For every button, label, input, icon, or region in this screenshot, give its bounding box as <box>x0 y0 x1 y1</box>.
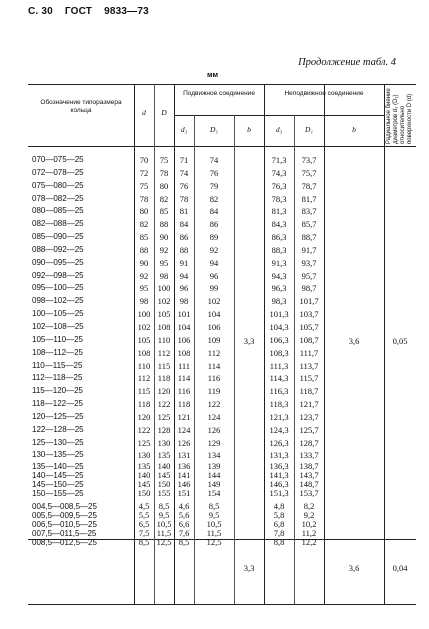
table-row <box>28 180 416 193</box>
cell-d3-fixed: 111,3 <box>269 360 289 371</box>
cell-d3-fixed: 81,3 <box>271 206 287 217</box>
cell-D: 118 <box>157 373 171 384</box>
header-b-movable: b <box>247 125 251 134</box>
cell-D1-fixed: 73,7 <box>301 155 317 165</box>
cell-D: 130 <box>157 437 171 448</box>
cell-designation: 105—110—25 <box>32 334 83 344</box>
cell-D1-fixed: 8,2 <box>303 501 315 512</box>
cell-D1-movable: 8,5 <box>208 501 220 512</box>
table-row <box>28 449 416 462</box>
cell-D1-fixed: 111,7 <box>299 347 319 358</box>
cell-d3-fixed: 6,8 <box>273 519 285 530</box>
table-row <box>28 244 416 257</box>
cell-d3-movable: 106 <box>177 334 191 345</box>
table-row <box>28 529 416 538</box>
cell-d: 85 <box>139 232 149 243</box>
cell-designation: 095—100—25 <box>32 283 84 293</box>
cell-d3-movable: 101 <box>177 309 191 320</box>
header-D: D <box>161 108 167 117</box>
cell-designation: 070—075—25 <box>32 155 84 164</box>
cell-d3-fixed: 76,3 <box>271 180 287 191</box>
cell-D1-fixed: 121,7 <box>299 399 319 410</box>
cell-d: 5,5 <box>138 510 150 521</box>
cell-designation: 006,5—010,5—25 <box>32 520 97 530</box>
cell-d3-movable: 131 <box>177 450 191 461</box>
cell-d: 75 <box>139 180 149 191</box>
cell-D: 125 <box>157 411 171 422</box>
page-header <box>28 6 158 17</box>
cell-D: 11,5 <box>156 528 172 539</box>
cell-d: 8,5 <box>138 537 150 548</box>
cell-d: 88 <box>139 244 149 255</box>
cell-D1-movable: 84 <box>209 206 219 217</box>
cell-d: 145 <box>137 479 151 490</box>
cell-d3-fixed: 141,3 <box>269 470 289 481</box>
table-row <box>28 520 416 529</box>
cell-D1-movable: 10,5 <box>206 519 222 530</box>
cell-d: 72 <box>139 167 149 178</box>
header-designation: Обозначение типоразмера кольца <box>40 99 122 114</box>
table-row <box>28 205 416 218</box>
cell-d3-fixed: 88,3 <box>271 244 287 255</box>
cell-d3-movable: 96 <box>179 283 189 294</box>
cell-d3-movable: 141 <box>177 470 191 481</box>
cell-D: 105 <box>157 309 171 320</box>
b-fixed-block2: 3,6 <box>348 563 360 573</box>
cell-d: 98 <box>139 296 149 307</box>
cell-D: 128 <box>157 424 171 435</box>
cell-designation: 125—130—25 <box>32 437 84 447</box>
cell-D1-movable: 144 <box>207 470 221 481</box>
cell-d: 90 <box>139 257 149 268</box>
cell-D: 10,5 <box>156 519 172 530</box>
cell-D1-fixed: 138,7 <box>299 461 319 472</box>
cell-D1-fixed: 9,2 <box>303 510 315 521</box>
cell-d3-movable: 121 <box>177 411 191 422</box>
cell-D1-fixed: 118,7 <box>299 386 319 397</box>
cell-D1-movable: 154 <box>207 488 221 499</box>
cell-d: 95 <box>139 283 149 294</box>
cell-d3-fixed: 74,3 <box>271 167 287 178</box>
cell-D1-movable: 112 <box>207 347 221 358</box>
cell-D1-movable: 124 <box>207 411 221 422</box>
cell-d3-fixed: 116,3 <box>269 386 289 397</box>
table-row <box>28 270 416 283</box>
cell-designation: 145—150—25 <box>32 480 84 490</box>
table-row <box>28 538 416 547</box>
cell-D1-fixed: 91,7 <box>301 244 317 255</box>
cell-d3-fixed: 126,3 <box>269 437 289 448</box>
table-row <box>28 462 416 471</box>
cell-d3-fixed: 101,3 <box>269 309 289 320</box>
cell-D1-fixed: 105,7 <box>299 321 319 332</box>
unit-label: мм <box>207 70 219 79</box>
cell-designation: 130—135—25 <box>32 450 84 460</box>
cell-d3-fixed: 106,3 <box>269 334 289 345</box>
cell-d3-fixed: 98,3 <box>271 296 287 307</box>
cell-D: 95 <box>159 257 169 268</box>
cell-d: 108 <box>137 347 151 358</box>
cell-D1-movable: 82 <box>209 193 219 204</box>
cell-d: 122 <box>137 424 151 435</box>
cell-D1-fixed: 81,7 <box>301 193 317 204</box>
cell-d3-movable: 136 <box>177 461 191 472</box>
cell-d: 118 <box>137 399 151 410</box>
table-row <box>28 218 416 231</box>
cell-designation: 072—078—25 <box>32 167 84 177</box>
cell-D1-movable: 99 <box>209 283 219 294</box>
cell-designation: 108—112—25 <box>32 347 83 357</box>
cell-D: 108 <box>157 321 171 332</box>
page-number: С. 30 <box>28 6 53 17</box>
runout-block2: 0,04 <box>392 563 408 573</box>
cell-D1-fixed: 115,7 <box>299 373 319 384</box>
cell-D1-movable: 104 <box>207 309 221 320</box>
cell-D1-movable: 11,5 <box>206 528 222 539</box>
table-row <box>28 282 416 295</box>
cell-designation: 008,5—012,5—25 <box>32 538 97 548</box>
cell-D1-fixed: 78,7 <box>301 180 317 191</box>
cell-designation: 150—155—25 <box>32 489 84 499</box>
header-runout: Радиальное биение диаметров d₃ (D₁) относительно поверхности D (d) <box>386 88 413 144</box>
cell-D: 110 <box>157 334 171 345</box>
cell-D1-fixed: 95,7 <box>301 270 317 281</box>
cell-d3-movable: 86 <box>179 232 189 243</box>
cell-designation: 115—120—25 <box>32 386 83 396</box>
cell-d3-movable: 116 <box>177 386 191 397</box>
table-row <box>28 295 416 308</box>
cell-D1-fixed: 101,7 <box>299 296 319 307</box>
cell-D: 8,5 <box>158 501 170 512</box>
cell-d3-fixed: 96,3 <box>271 283 287 294</box>
continuation-caption: Продолжение табл. 4 <box>298 57 396 68</box>
cell-d: 140 <box>137 470 151 481</box>
table-row <box>28 372 416 385</box>
cell-d3-fixed: 108,3 <box>269 347 289 358</box>
cell-D: 135 <box>157 450 171 461</box>
header-d: d <box>142 108 146 117</box>
cell-d: 150 <box>137 488 151 499</box>
cell-d3-fixed: 146,3 <box>269 479 289 490</box>
cell-d3-fixed: 5,8 <box>273 510 285 521</box>
cell-d3-movable: 5,6 <box>178 510 190 521</box>
cell-designation: 098—102—25 <box>32 296 84 306</box>
cell-d3-fixed: 78,3 <box>271 193 287 204</box>
cell-D1-fixed: 83,7 <box>301 206 317 217</box>
cell-d3-fixed: 114,3 <box>269 373 289 384</box>
cell-d3-movable: 88 <box>179 244 189 255</box>
cell-d3-movable: 151 <box>177 488 191 499</box>
cell-d3-movable: 71 <box>179 155 189 165</box>
cell-d3-fixed: 121,3 <box>269 411 289 422</box>
cell-d: 102 <box>137 321 151 332</box>
cell-designation: 004,5—008,5—25 <box>32 502 97 512</box>
cell-D1-movable: 139 <box>207 461 221 472</box>
cell-designation: 122—128—25 <box>32 424 84 434</box>
cell-designation: 007,5—011,5—25 <box>32 529 97 539</box>
cell-D1-fixed: 93,7 <box>301 257 317 268</box>
cell-D: 122 <box>157 399 171 410</box>
cell-D1-fixed: 113,7 <box>299 360 319 371</box>
b-movable-block1: 3,3 <box>243 336 255 346</box>
cell-designation: 090—095—25 <box>32 257 84 267</box>
b-movable-block2: 3,3 <box>243 563 255 573</box>
cell-D1-fixed: 143,7 <box>299 470 319 481</box>
cell-D: 98 <box>159 270 169 281</box>
cell-d3-movable: 126 <box>177 437 191 448</box>
cell-D1-fixed: 128,7 <box>299 437 319 448</box>
cell-designation: 102—108—25 <box>32 321 84 331</box>
cell-d: 7,5 <box>138 528 150 539</box>
cell-D1-fixed: 10,2 <box>301 519 317 530</box>
cell-D1-fixed: 11,2 <box>301 528 317 539</box>
cell-d: 110 <box>137 360 151 371</box>
cell-D1-movable: 119 <box>207 386 221 397</box>
standard-label: ГОСТ <box>64 6 93 17</box>
cell-d3-fixed: 124,3 <box>269 424 289 435</box>
cell-d: 130 <box>137 450 151 461</box>
cell-D1-fixed: 133,7 <box>299 450 319 461</box>
cell-D1-fixed: 148,7 <box>299 479 319 490</box>
cell-designation: 118—122—25 <box>32 399 83 409</box>
cell-D1-movable: 96 <box>209 270 219 281</box>
cell-d3-fixed: 7,8 <box>273 528 285 539</box>
cell-designation: 135—140—25 <box>32 462 84 472</box>
cell-D: 100 <box>157 283 171 294</box>
table-row <box>28 193 416 206</box>
cell-d: 105 <box>137 334 151 345</box>
dimensions-table <box>28 84 416 604</box>
cell-D: 120 <box>157 386 171 397</box>
cell-d3-fixed: 8,8 <box>273 537 285 548</box>
cell-D: 85 <box>159 206 169 217</box>
cell-d3-fixed: 91,3 <box>271 257 287 268</box>
cell-D1-fixed: 125,7 <box>299 424 319 435</box>
cell-designation: 078—082—25 <box>32 193 84 203</box>
cell-d3-fixed: 86,3 <box>271 232 287 243</box>
cell-D1-movable: 12,5 <box>206 537 222 548</box>
cell-D1-movable: 109 <box>207 334 221 345</box>
cell-d3-movable: 7,6 <box>178 528 190 539</box>
cell-d3-fixed: 118,3 <box>269 399 289 410</box>
cell-designation: 112—118—25 <box>32 373 83 383</box>
cell-D1-movable: 79 <box>209 180 219 191</box>
cell-d3-fixed: 94,3 <box>271 270 287 281</box>
cell-D1-fixed: 153,7 <box>299 488 319 499</box>
cell-D: 75 <box>159 155 169 165</box>
cell-D1-movable: 9,5 <box>208 510 220 521</box>
cell-D: 88 <box>159 219 169 230</box>
cell-d3-fixed: 71,3 <box>271 155 287 165</box>
cell-D: 92 <box>159 244 169 255</box>
table-row <box>28 424 416 437</box>
b-fixed-block1: 3,6 <box>348 336 360 346</box>
table-row <box>28 167 416 180</box>
cell-d: 70 <box>139 155 149 165</box>
cell-d: 82 <box>139 219 149 230</box>
cell-d3-movable: 98 <box>179 296 189 307</box>
cell-D: 12,5 <box>156 537 172 548</box>
cell-D1-movable: 134 <box>207 450 221 461</box>
cell-d3-movable: 114 <box>177 373 191 384</box>
cell-d: 78 <box>139 193 149 204</box>
cell-D1-fixed: 85,7 <box>301 219 317 230</box>
cell-D1-movable: 89 <box>209 232 219 243</box>
cell-designation: 088—092—25 <box>32 244 84 254</box>
table-row <box>28 321 416 334</box>
table-row <box>28 480 416 489</box>
cell-d3-movable: 78 <box>179 193 189 204</box>
cell-D: 155 <box>157 488 171 499</box>
header-d3-fixed: d₃ <box>275 125 283 134</box>
cell-designation: 140—145—25 <box>32 471 84 481</box>
cell-D: 78 <box>159 167 169 178</box>
table-row <box>28 308 416 321</box>
header-D1-fixed: D₁ <box>304 125 314 134</box>
header-b-fixed: b <box>352 125 356 134</box>
table-row <box>28 398 416 411</box>
cell-D1-movable: 149 <box>207 479 221 490</box>
cell-d: 120 <box>137 411 151 422</box>
cell-d3-movable: 76 <box>179 180 189 191</box>
cell-d3-movable: 4,6 <box>178 501 190 512</box>
cell-D1-movable: 74 <box>209 155 219 165</box>
cell-d3-fixed: 4,8 <box>273 501 285 512</box>
cell-d3-movable: 91 <box>179 257 189 268</box>
cell-D1-movable: 122 <box>207 399 221 410</box>
table-row <box>28 489 416 498</box>
cell-D1-movable: 76 <box>209 167 219 178</box>
cell-d3-fixed: 84,3 <box>271 219 287 230</box>
cell-D: 82 <box>159 193 169 204</box>
cell-designation: 100—105—25 <box>32 309 84 319</box>
cell-d: 135 <box>137 461 151 472</box>
cell-D: 115 <box>157 360 171 371</box>
cell-D1-fixed: 103,7 <box>299 309 319 320</box>
cell-D1-movable: 106 <box>207 321 221 332</box>
cell-d3-movable: 104 <box>177 321 191 332</box>
cell-D: 102 <box>157 296 171 307</box>
cell-d3-movable: 8,5 <box>178 537 190 548</box>
cell-d: 112 <box>137 373 151 384</box>
cell-D1-fixed: 75,7 <box>301 167 317 178</box>
standard-number: 9833—73 <box>104 6 149 17</box>
cell-d: 92 <box>139 270 149 281</box>
table-row <box>28 502 416 511</box>
cell-D: 140 <box>157 461 171 472</box>
cell-D1-fixed: 98,7 <box>301 283 317 294</box>
cell-d3-movable: 146 <box>177 479 191 490</box>
cell-d3-movable: 111 <box>177 360 191 371</box>
cell-d3-fixed: 151,3 <box>269 488 289 499</box>
cell-d3-movable: 108 <box>177 347 191 358</box>
table-row <box>28 231 416 244</box>
table-row <box>28 471 416 480</box>
cell-D1-fixed: 12,2 <box>301 537 317 548</box>
cell-d: 115 <box>137 386 151 397</box>
cell-D1-fixed: 123,7 <box>299 411 319 422</box>
cell-d3-movable: 84 <box>179 219 189 230</box>
cell-D1-movable: 102 <box>207 296 221 307</box>
cell-d3-movable: 124 <box>177 424 191 435</box>
header-movable: Подвижное соединение <box>183 90 255 97</box>
table-row <box>28 385 416 398</box>
cell-D: 9,5 <box>158 510 170 521</box>
table-row <box>28 154 416 167</box>
cell-D: 80 <box>159 180 169 191</box>
cell-designation: 005,5—009,5—25 <box>32 511 97 521</box>
cell-d: 80 <box>139 206 149 217</box>
cell-D: 112 <box>157 347 171 358</box>
cell-D1-movable: 86 <box>209 219 219 230</box>
cell-designation: 110—115—25 <box>32 360 83 370</box>
table-row <box>28 360 416 373</box>
header-D1-movable: D₁ <box>209 125 219 134</box>
cell-D1-movable: 92 <box>209 244 219 255</box>
header-d3-movable: d₃ <box>180 125 188 134</box>
cell-d3-movable: 74 <box>179 167 189 178</box>
cell-D1-movable: 114 <box>207 360 221 371</box>
cell-D1-fixed: 108,7 <box>299 334 319 345</box>
cell-d: 125 <box>137 437 151 448</box>
cell-d: 4,5 <box>138 501 150 512</box>
table-row <box>28 411 416 424</box>
runout-block1: 0,05 <box>392 336 408 346</box>
table-row <box>28 257 416 270</box>
table-body <box>28 154 416 547</box>
table-row <box>28 437 416 450</box>
cell-D1-movable: 116 <box>207 373 221 384</box>
cell-d3-movable: 81 <box>179 206 189 217</box>
cell-d3-movable: 94 <box>179 270 189 281</box>
cell-d3-fixed: 131,3 <box>269 450 289 461</box>
cell-designation: 092—098—25 <box>32 270 84 280</box>
table-row <box>28 347 416 360</box>
cell-D1-movable: 126 <box>207 424 221 435</box>
cell-d: 6,5 <box>138 519 150 530</box>
header-fixed: Неподвижное соединение <box>284 90 364 97</box>
cell-d3-movable: 6,6 <box>178 519 190 530</box>
cell-D1-fixed: 88,7 <box>301 232 317 243</box>
cell-D1-movable: 94 <box>209 257 219 268</box>
cell-D: 90 <box>159 232 169 243</box>
cell-D: 150 <box>157 479 171 490</box>
cell-d3-fixed: 104,3 <box>269 321 289 332</box>
table-row <box>28 511 416 520</box>
cell-designation: 080—085—25 <box>32 206 84 216</box>
cell-designation: 075—080—25 <box>32 180 84 190</box>
cell-d: 100 <box>137 309 151 320</box>
cell-D: 145 <box>157 470 171 481</box>
cell-d3-movable: 118 <box>177 399 191 410</box>
cell-designation: 082—088—25 <box>32 219 84 229</box>
cell-designation: 085—090—25 <box>32 232 84 242</box>
cell-d3-fixed: 136,3 <box>269 461 289 472</box>
cell-designation: 120—125—25 <box>32 411 84 421</box>
cell-D1-movable: 129 <box>207 437 221 448</box>
